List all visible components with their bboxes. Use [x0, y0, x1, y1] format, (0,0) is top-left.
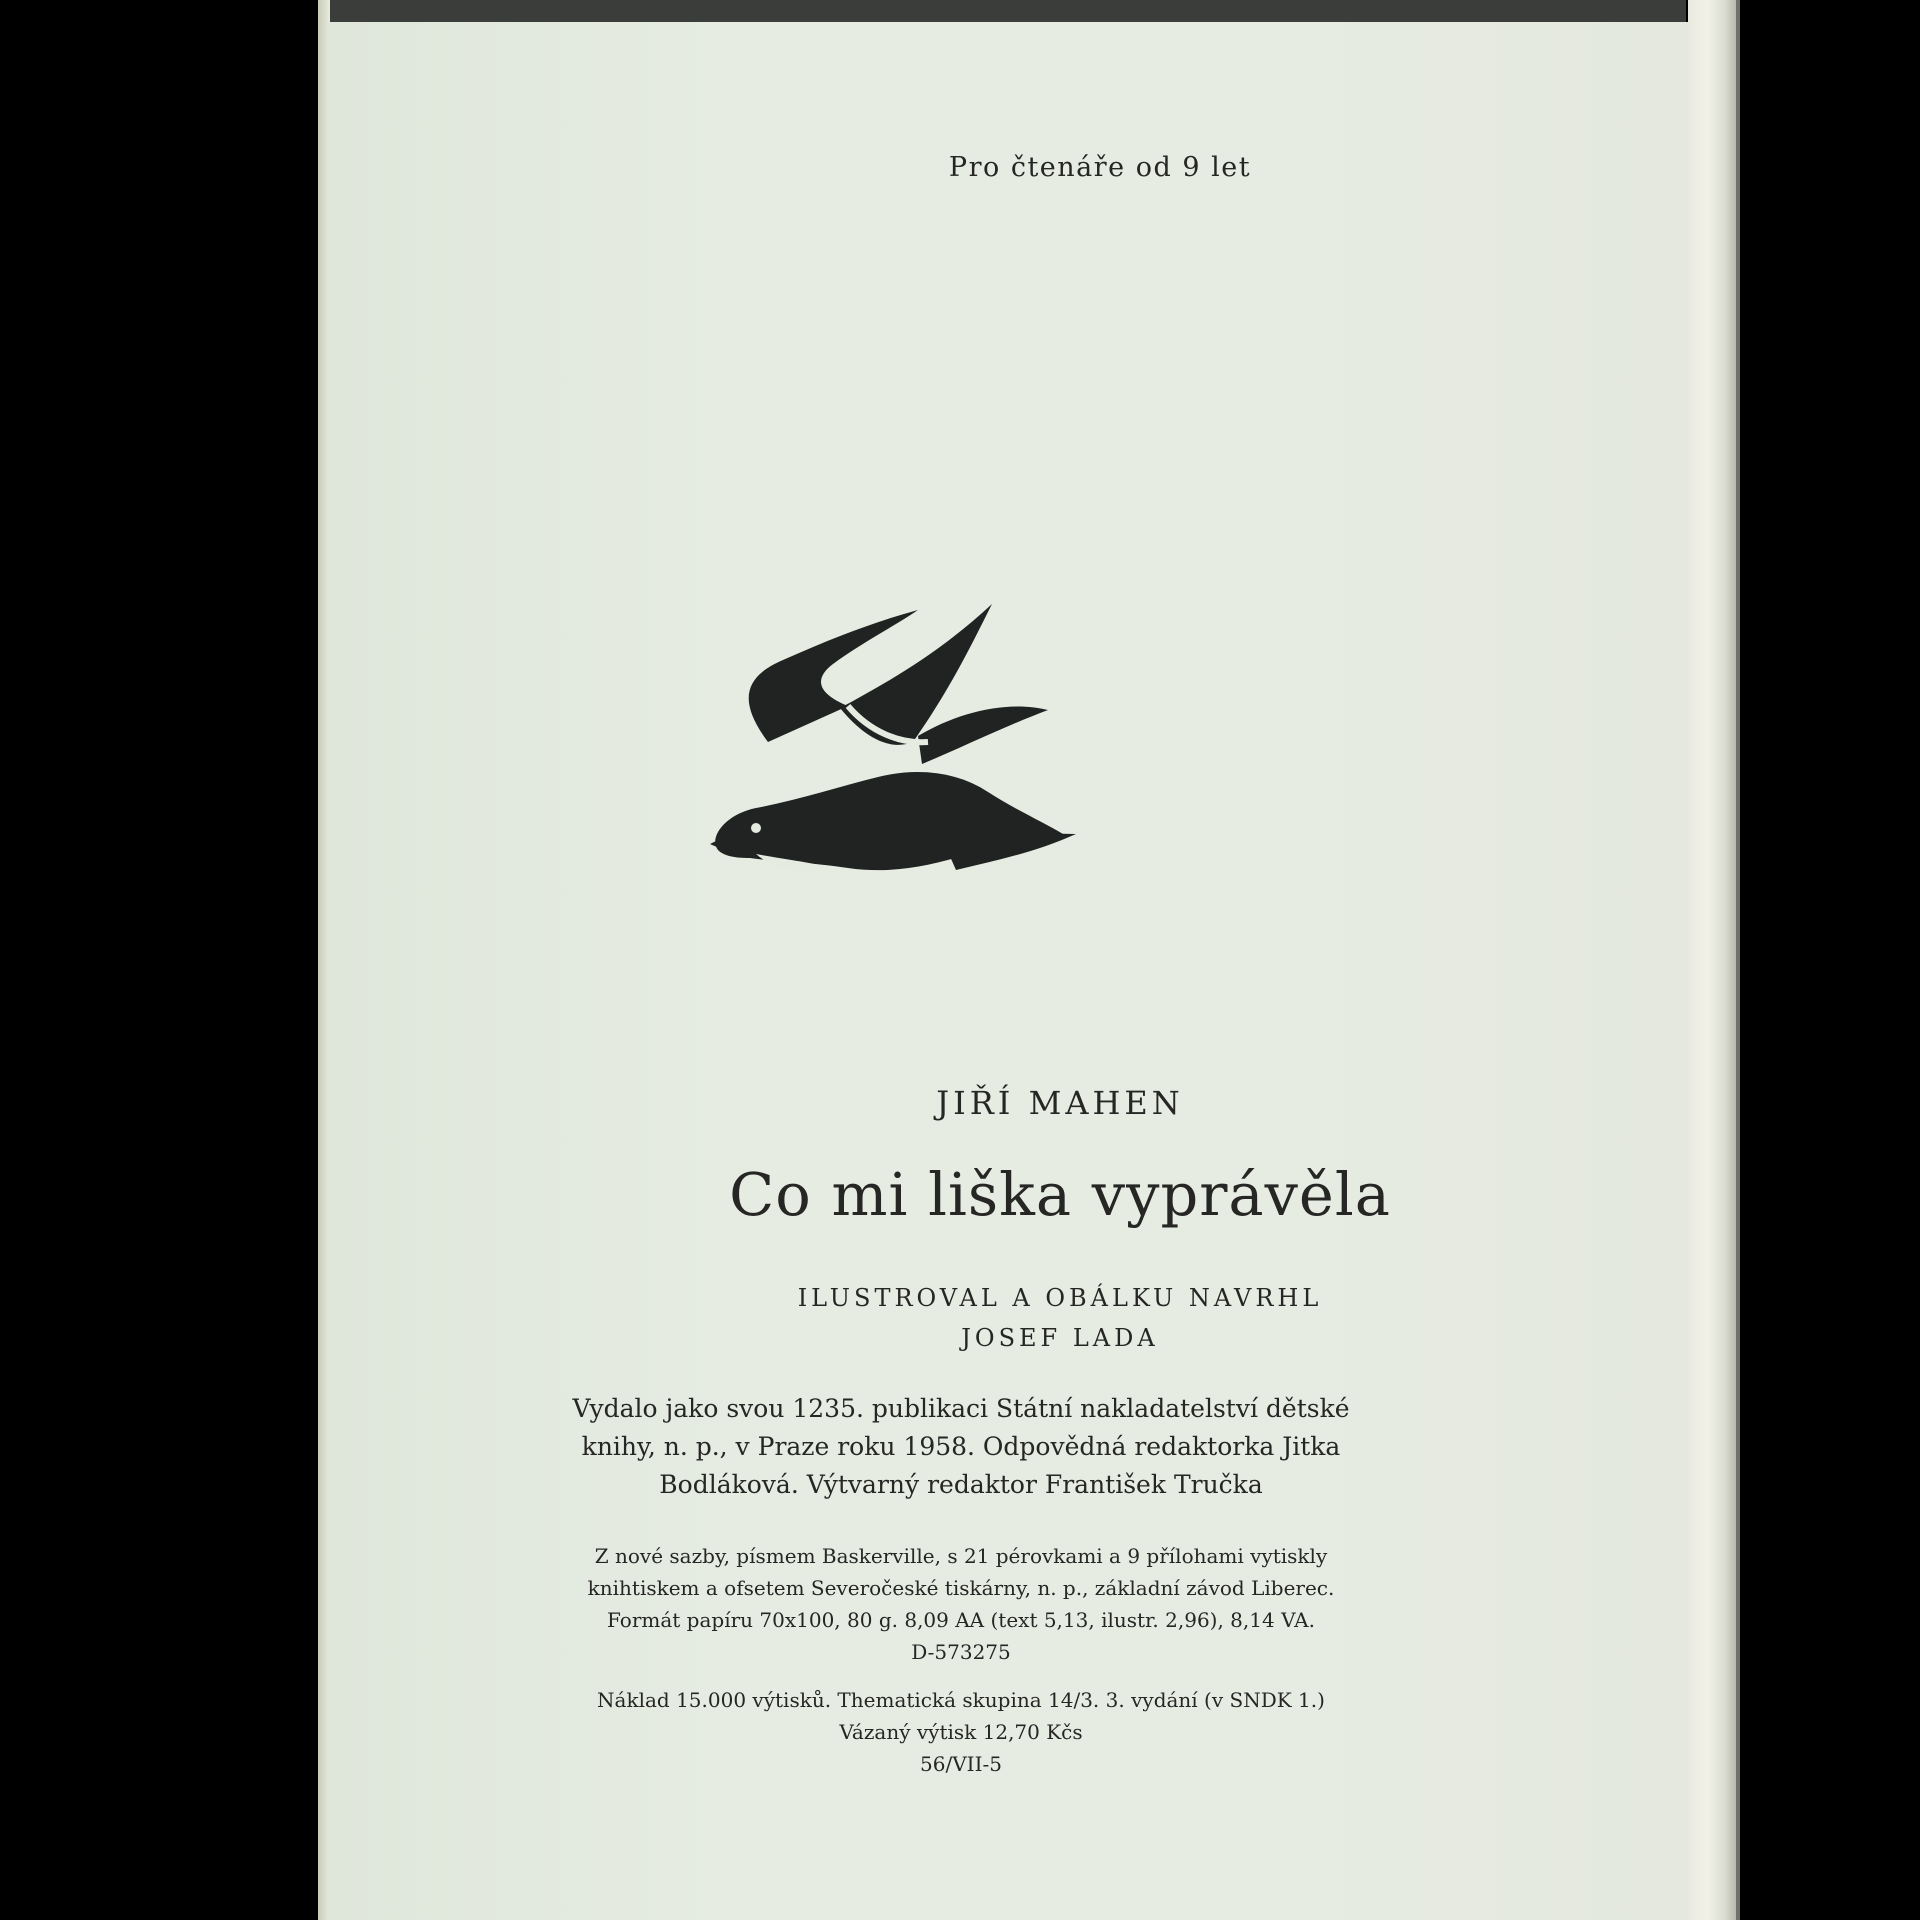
- illustration-credit-label: ILUSTROVAL A OBÁLKU NAVRHL: [797, 1284, 1323, 1312]
- age-note: Pro čtenáře od 9 let: [948, 152, 1252, 183]
- print-note: [546, 1540, 1376, 1668]
- title-page: [328, 22, 1688, 1920]
- edition-note-line: Náklad 15.000 výtisků. Thematická skupina 14/3. 3. vydání (v SNDK 1.): [597, 1688, 1325, 1712]
- book-title: Co mi liška vyprávěla: [729, 1160, 1391, 1229]
- edition-note-line: 56/VII-5: [920, 1752, 1002, 1776]
- protective-cover-edge: [1736, 0, 1740, 1920]
- print-note-line: Z nové sazby, písmem Baskerville, s 21 pérovkami a 9 přílohami vytiskly: [594, 1544, 1328, 1568]
- publisher-note-line: Vydalo jako svou 1235. publikaci Státní nakladatelství dětské: [572, 1394, 1350, 1423]
- print-note-line: Formát papíru 70x100, 80 g. 8,09 AA (text 5,13, ilustr. 2,96), 8,14 VA.: [607, 1608, 1315, 1632]
- swallow-eye: [751, 823, 761, 833]
- publisher-note-line: Bodláková. Výtvarný redaktor František Tručka: [659, 1470, 1263, 1499]
- print-note-line: D-573275: [911, 1640, 1011, 1664]
- illustrator-name: JOSEF LADA: [961, 1324, 1159, 1352]
- publisher-note: [546, 1390, 1376, 1504]
- page-right-edge: [1688, 0, 1736, 1920]
- print-note-line: knihtiskem a ofsetem Severočeské tiskárny, n. p., základní závod Liberec.: [587, 1576, 1335, 1600]
- author-name: JIŘÍ MAHEN: [936, 1084, 1184, 1122]
- edition-note: [546, 1684, 1376, 1780]
- edition-note-line: Vázaný výtisk 12,70 Kčs: [839, 1720, 1083, 1744]
- swallow-illustration: [698, 582, 1148, 902]
- swallow-tail-upper: [918, 706, 1048, 764]
- publisher-note-line: knihy, n. p., v Praze roku 1958. Odpovědná redaktorka Jitka: [581, 1432, 1341, 1461]
